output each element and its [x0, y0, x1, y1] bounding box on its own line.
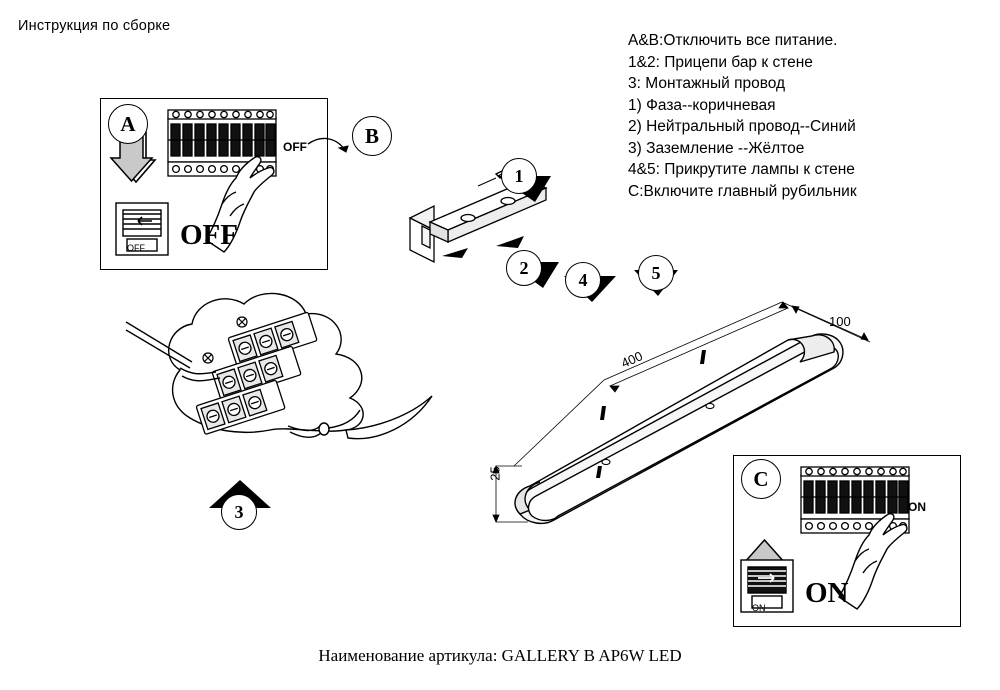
step-marker-5: 5 [638, 255, 674, 291]
article-label: Наименование артикула: [318, 646, 498, 665]
instruction-line: 1&2: Прицепи бар к стене [628, 53, 813, 71]
junction-box-wiring-illustration [120, 280, 450, 480]
instruction-line: C:Включите главный рубильник [628, 182, 857, 200]
marker-b: B [352, 116, 392, 156]
step-marker-4: 4 [565, 262, 601, 298]
instruction-line: 3: Монтажный провод [628, 75, 786, 92]
marker-c: C [741, 459, 781, 499]
instruction-line: 4&5: Прикрутите лампы к стене [628, 161, 855, 178]
on-icon-label: ON [752, 603, 766, 613]
step-marker-1: 1 [501, 158, 537, 194]
page-title: Инструкция по сборке [18, 18, 171, 34]
instruction-line: 1) Фаза--коричневая [628, 96, 776, 114]
marker-a: A [108, 104, 148, 144]
article-model: GALLERY B AP6W LED [501, 646, 682, 665]
off-label-small: OFF [283, 140, 307, 154]
dimension-width: 100 [829, 314, 851, 329]
step-marker-3: 3 [221, 494, 257, 530]
dimension-height [488, 466, 502, 481]
instruction-line: 3) Заземление --Жёлтое [628, 139, 805, 157]
instruction-text-block [628, 30, 857, 202]
instruction-line: A&B:Отключить все питание. [628, 32, 838, 49]
dimension-height-value: 25 [487, 466, 503, 481]
instruction-line: 2) Нейтральный провод--Синий [628, 118, 856, 135]
article-name-line [0, 646, 1000, 666]
off-icon-label: OFF [127, 243, 145, 253]
on-label-small: ON [908, 500, 926, 514]
off-label-large: OFF [180, 219, 238, 251]
dimension-length: 400 [618, 348, 645, 371]
on-label-large: ON [805, 577, 849, 609]
arrow-a-to-b [290, 120, 360, 180]
step-marker-2: 2 [506, 250, 542, 286]
